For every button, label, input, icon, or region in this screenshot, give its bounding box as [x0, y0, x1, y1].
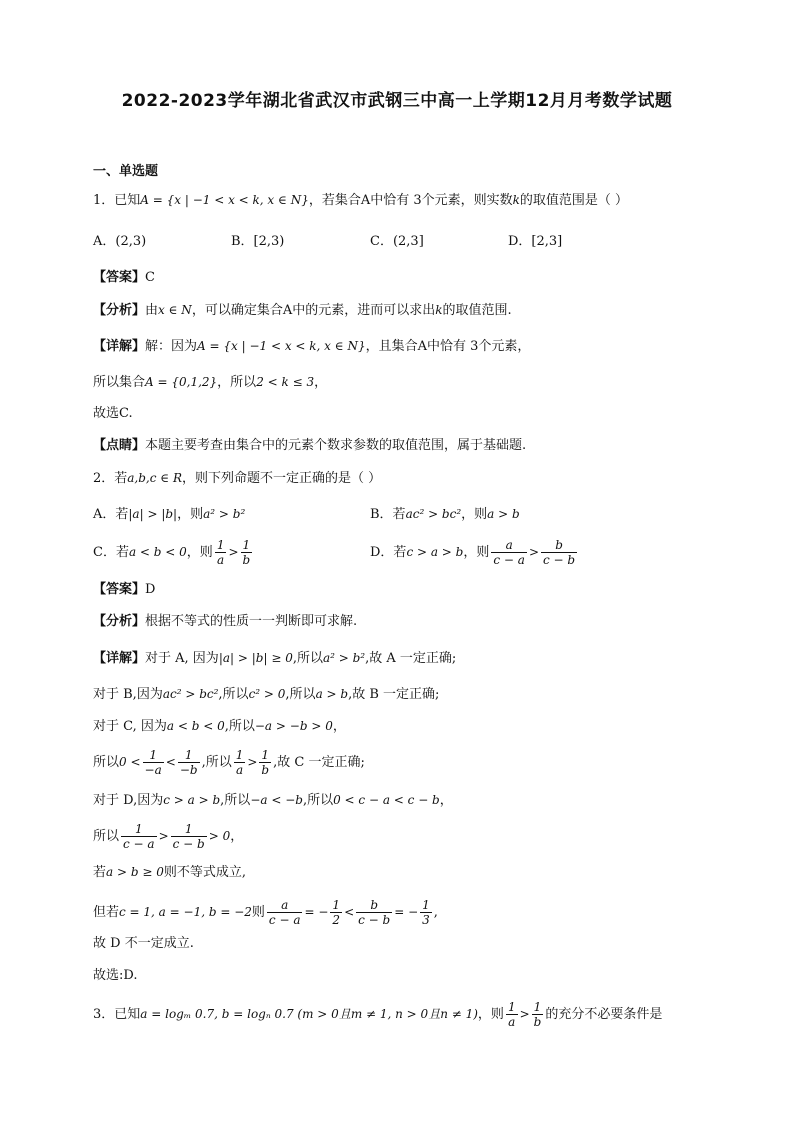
q2-option-a: A．若|a| > |b|，则a² > b² — [93, 507, 246, 522]
fraction: $\frac{1}{a}$ — [507, 1000, 516, 1029]
fraction: $\frac{1}{-b}$ — [179, 748, 198, 777]
fraction: $\frac{1}{a}$ — [216, 538, 225, 567]
q2-detail-d6: 故选:D. — [93, 968, 138, 983]
q2-detail-d: 对于 D,因为c > a > b,所以−a < −b,所以0 < c − a < c − b， — [93, 793, 453, 808]
q2-detail-b: 对于 B,因为ac² > bc²,所以c² > 0,所以a > b,故 B 一定正确; — [93, 687, 440, 702]
fraction: $\frac{1}{-a}$ — [144, 748, 162, 777]
q2-answer: 【答案】D — [93, 582, 156, 597]
q2-detail-c2: 所以0 < $\frac{1}{-a}$ < $\frac{1}{-b}$ ,所以 $\frac{1}{a}$ > $\frac{1}{b}$ ,故 C 一定正确; — [93, 748, 365, 777]
fraction: $\frac{1}{b}$ — [242, 538, 251, 567]
fraction: $\frac{a}{c - a}$ — [493, 538, 525, 567]
q2-option-b: B．若ac² > bc²，则a > b — [370, 507, 520, 522]
fraction: $\frac{1}{3}$ — [422, 898, 430, 927]
section-heading: 一、单选题 — [93, 164, 159, 179]
q1-analysis: 【分析】由x ∈ N，可以确定集合A中的元素，进而可以求出k的取值范围. — [93, 303, 512, 318]
q1-detail: 【详解】解：因为A = {x | −1 < x < k, x ∈ N}，且集合A中恰有 3个元素， — [93, 339, 531, 354]
q1-option-b: B．[2,3) — [231, 234, 285, 249]
fraction: $\frac{1}{c - b}$ — [172, 822, 205, 851]
fraction: $\frac{a}{c - a}$ — [268, 898, 301, 927]
q2-detail-c: 对于 C, 因为a < b < 0,所以−a > −b > 0， — [93, 719, 346, 734]
q2-detail: 【详解】对于 A, 因为|a| > |b| ≥ 0,所以a² > b²,故 A 一定正确; — [93, 651, 457, 666]
page-title: 2022-2023学年湖北省武汉市武钢三中高一上学期12月月考数学试题 — [121, 91, 673, 111]
q1-option-a: A．(2,3) — [93, 234, 147, 249]
q1-detail-line2: 所以集合A = {0,1,2}，所以2 < k ≤ 3， — [93, 375, 328, 390]
q2-option-c: C．若a < b < 0，则 $\frac{1}{a}$ > $\frac{1}{b}$ — [93, 538, 251, 567]
q1-option-c: C．(2,3] — [370, 234, 424, 249]
fraction: $\frac{1}{b}$ — [261, 748, 270, 777]
q2-option-d: D．若c > a > b，则 $\frac{a}{c - a}$ > $\frac{b}{c - b}$ — [370, 538, 576, 567]
q3-stem: 3．已知a = logₘ 0.7, b = logₙ 0.7 (m > 0且m ≠ 1, n > 0且n ≠ 1)，则 $\frac{1}{a}$ > $\frac{1}{b}$ 的充分不必要条件是 — [93, 1000, 663, 1029]
q1-detail-line3: 故选C. — [93, 406, 133, 421]
q1-option-d: D．[2,3] — [508, 234, 563, 249]
q2-stem: 2．若a,b,c ∈ R，则下列命题不一定正确的是（ ） — [93, 471, 382, 486]
fraction: $\frac{1}{a}$ — [235, 748, 244, 777]
q2-detail-d2: 所以 $\frac{1}{c - a}$ > $\frac{1}{c - b}$ > 0， — [93, 822, 244, 851]
fraction: $\frac{1}{b}$ — [533, 1000, 542, 1029]
q2-detail-d3: 若a > b ≥ 0则不等式成立, — [93, 865, 246, 880]
fraction: $\frac{1}{2}$ — [332, 898, 341, 927]
q2-detail-d5: 故 D 不一定成立. — [93, 936, 194, 951]
fraction: $\frac{1}{c - a}$ — [123, 822, 155, 851]
q2-detail-d4: 但若c = 1, a = −1, b = −2则 $\frac{a}{c - a}$ = − $\frac{1}{2}$ < $\frac{b}{c - b}$ = − $\frac{1}{3}$ , — [93, 898, 438, 927]
q1-stem: 1．已知A = {x | −1 < x < k, x ∈ N}，若集合A中恰有 3个元素，则实数k的取值范围是（ ） — [93, 193, 629, 208]
fraction: $\frac{b}{c - b}$ — [358, 898, 391, 927]
q2-analysis: 【分析】根据不等式的性质一一判断即可求解. — [93, 614, 358, 629]
q1-answer: 【答案】C — [93, 270, 155, 285]
fraction: $\frac{b}{c - b}$ — [543, 538, 576, 567]
q1-point: 【点睛】本题主要考查由集合中的元素个数求参数的取值范围，属于基础题. — [93, 438, 527, 453]
